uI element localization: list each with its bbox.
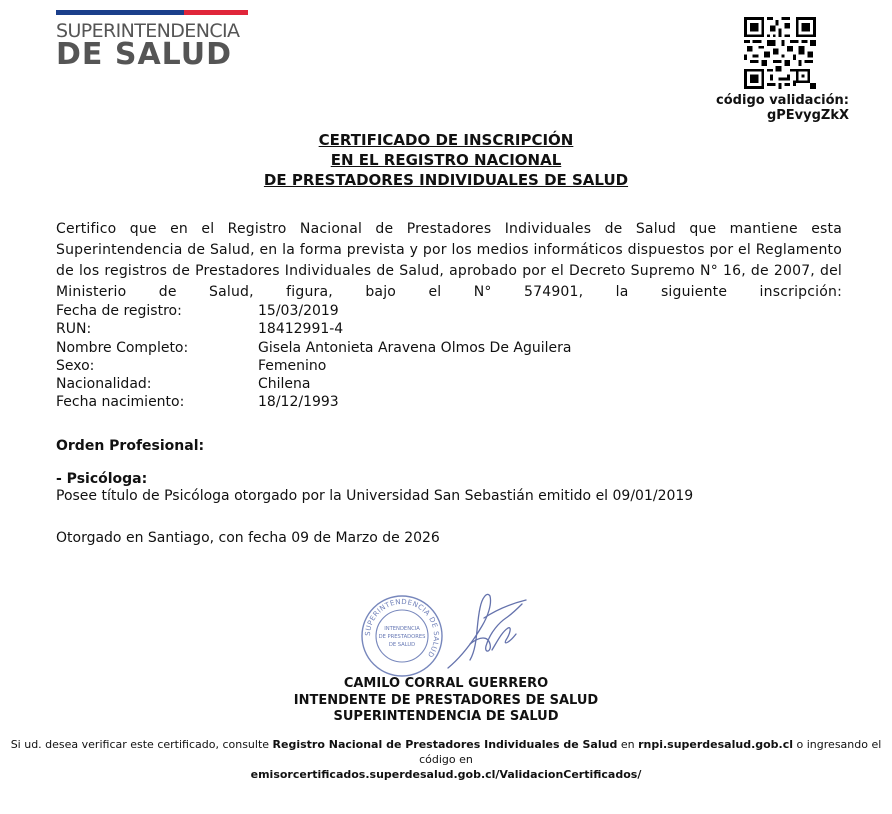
validation-code: gPEvygZkX xyxy=(766,108,849,123)
field-value: 15/03/2019 xyxy=(258,303,339,319)
qr-code-icon xyxy=(744,17,816,89)
signer-organization: SUPERINTENDENCIA DE SALUD xyxy=(333,709,559,724)
validation-label: código validación: xyxy=(716,93,849,108)
svg-text:DE PRESTADORES: DE PRESTADORES xyxy=(378,634,426,640)
field-value: Chilena xyxy=(258,376,311,393)
verification-footer xyxy=(0,737,892,782)
field-row xyxy=(56,357,571,375)
field-label: Fecha de registro: xyxy=(56,303,182,319)
field-value: 18/12/1993 xyxy=(258,394,339,411)
field-label: Sexo: xyxy=(56,357,95,374)
registration-fields xyxy=(56,302,571,412)
intro-paragraph: Certifico que en el Registro Nacional de Prestadores Individuales de Salud que mantiene esta Superintendencia de Salud, en la forma prevista y por los medios informáticos dispuestos por el Reglamento de los registros de Prestadores Individuales de Salud, aprobado por el Decreto Supremo N° 16, de 2007, del Ministerio de Salud, figura, bajo el N° 574901, la siguiente inscripción: xyxy=(56,221,842,300)
footer-text-3: o ingresando el código en xyxy=(419,738,882,766)
profession-description: Posee título de Psicóloga otorgado por la Universidad San Sebastián emitido el 09/01/2019 xyxy=(56,488,694,504)
validation-block xyxy=(629,93,849,123)
superintendencia-logo xyxy=(56,10,248,70)
field-value: Femenino xyxy=(258,357,327,374)
field-row xyxy=(56,393,571,411)
footer-text-1: Si ud. desea verificar este certificado, consulte xyxy=(10,738,273,751)
signer-block xyxy=(0,676,892,726)
profession-title: - Psicóloga: xyxy=(56,471,148,487)
footer-registry-name: Registro Nacional de Prestadores Individuales de Salud xyxy=(272,738,618,751)
field-row xyxy=(56,320,571,338)
field-row xyxy=(56,375,571,393)
title-line2: EN EL REGISTRO NACIONAL xyxy=(330,151,562,169)
footer-rnpi-link[interactable]: rnpi.superdesalud.gob.cl xyxy=(638,738,794,751)
field-label: Fecha nacimiento: xyxy=(56,394,185,411)
title-line1: CERTIFICADO DE INSCRIPCIÓN xyxy=(318,131,574,149)
field-row xyxy=(56,339,571,357)
logo-red-bar xyxy=(184,10,248,15)
field-row xyxy=(56,302,571,320)
footer-validation-url[interactable]: emisorcertificados.superdesalud.gob.cl/ValidacionCertificados/ xyxy=(250,768,642,781)
footer-text-2: en xyxy=(617,738,639,751)
certificate-title xyxy=(0,130,892,190)
logo-line1: SUPERINTENDENCIA xyxy=(56,20,240,42)
field-value: 18412991-4 xyxy=(258,321,344,338)
field-label: Nacionalidad: xyxy=(56,376,152,393)
field-label: Nombre Completo: xyxy=(56,339,189,356)
field-value: Gisela Antonieta Aravena Olmos De Aguilera xyxy=(258,339,572,356)
logo-blue-bar xyxy=(56,10,184,15)
svg-text:SUPERINTENDENCIA DE SALUD: SUPERINTENDENCIA DE SALUD xyxy=(363,597,441,659)
logo-line2: DE SALUD xyxy=(56,37,232,72)
svg-text:INTENDENCIA: INTENDENCIA xyxy=(384,626,420,632)
handwritten-signature-icon xyxy=(440,588,530,674)
svg-text:DE SALUD: DE SALUD xyxy=(388,642,416,648)
orden-profesional-heading: Orden Profesional: xyxy=(56,438,205,454)
signer-role: INTENDENTE DE PRESTADORES DE SALUD xyxy=(293,692,599,708)
signer-name: CAMILO CORRAL GUERRERO xyxy=(343,676,549,691)
granted-date-text: Otorgado en Santiago, con fecha 09 de Marzo de 2026 xyxy=(56,530,440,546)
official-stamp-icon xyxy=(360,594,444,678)
field-label: RUN: xyxy=(56,321,92,338)
title-line3: DE PRESTADORES INDIVIDUALES DE SALUD xyxy=(263,171,629,189)
logo-color-bars xyxy=(56,10,248,16)
